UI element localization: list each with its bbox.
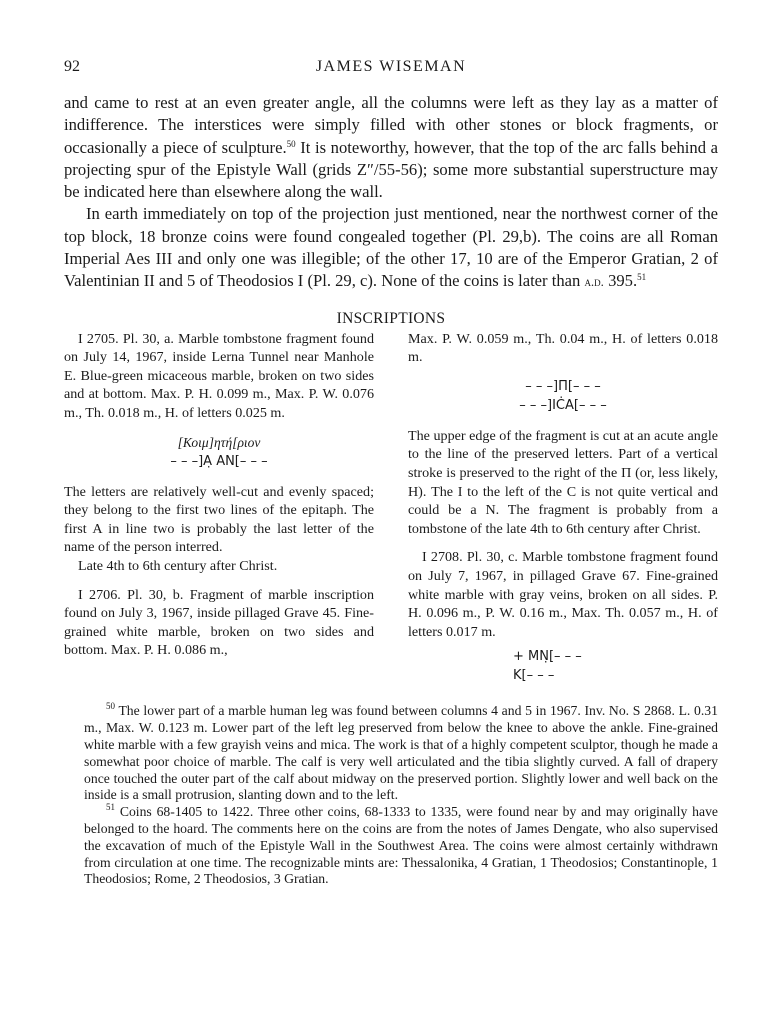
footnote-51-text: Coins 68-1405 to 1422. Three other coins, 68-1333 to 1335, were found near by and may originally have belonged to the hoard. The comments here on the coins are from the notes of James Dengate, who also supervised the excavation of much of the Epistyle Wall in the Southwest Area. The coins were almost certainly withdrawn from circulation at one time. The recognizable mints are: Thessalonika, 4 Gratian, 1 Theodosios; Constantinople, 1 Theodosios; Rome, 2 Theodosios, 3 Gratian. [84,804,718,887]
paragraph-2-end: 395. [603,271,638,291]
page-header [64,52,718,78]
inscription-line: – – –]Π[– – – [525,378,601,394]
inscription-line: – – –]Α̣ ΑΝ[– – – [170,453,268,469]
paragraph-1-rest: It is noteworthy, however, that the top of the arc falls behind a projecting spur of the Epistyle Wall (grids Z″/55-56); some more substantial superstructure may be indicated here than elsewhere along the wall. [64,137,718,202]
right-column [408,330,718,686]
footnote-51 [84,804,718,888]
page-number: 92 [64,58,80,75]
entry-i2708: I 2708. Pl. 30, c. Marble tombstone fragment found on July 7, 1967, in pillaged Grave 67. Fine-grained white marble with gray veins, broken on all sides. P. H. 0.096 m., P. W. 0.16 m., Max. Th. 0.057 m., H. of letters 0.017 m. [408,549,718,640]
footnote-ref-50: 50 [286,138,296,149]
paragraph-1 [64,92,718,203]
running-head: JAMES WISEMAN [315,58,467,75]
inscription-i2705 [64,433,374,471]
paragraph-1-text: and came to rest at an even greater angle, all the columns were left as they lay as a matter of indifference. The interstices were simply filled with other stones or block fragments, or occasionally a piece of sculpture. [64,93,718,157]
entry-i2705: I 2705. Pl. 30, a. Marble tombstone fragment found on July 14, 1967, inside Lerna Tunnel near Manhole E. Blue-green micaceous marble, broken on two sides and at bottom. Max. P. H. 0.099 m., Max. P. W. 0.076 m., Th. 0.018 m., H. of letters 0.025 m. [64,330,374,422]
commentary-i2706: The upper edge of the fragment is cut at an acute angle to the line of the preserved letters. Part of a vertical stroke is preserved to the right of the Π (or, less likely, H). The I to the left of the C is not quite vertical and could be a N. The fragment is probably from a tombstone of the late 4th to 6th century after Christ. [408,427,718,537]
inscription-line: Κ[– – – [513,668,555,684]
footnote-ref-51: 51 [637,272,647,283]
commentary-i2705: The letters are relatively well-cut and evenly spaced; they belong to the first two lines of the epitaph. The first A in line two is probably the last letter of the name of the person interred. [64,483,374,556]
main-text [64,92,718,294]
inscription-i2708 [408,647,718,685]
entry-i2706: I 2706. Pl. 30, b. Fragment of marble inscription found on July 3, 1967, inside pillaged Grave 45. Fine-grained white marble, broken on two sides and bottom. Max. P. H. 0.086 m., [64,586,374,659]
inscription-line: – – –]ΙĊΑ[– – – [519,397,607,413]
footnote-mark-50: 50 [106,701,115,712]
inscription-line: [Κοιμ]ητή[ριον [177,434,261,450]
footnotes [64,703,718,888]
two-column-catalog [64,330,718,686]
left-column [64,330,374,686]
inscription-i2706 [408,377,718,415]
anno-domini: a.d. [584,274,604,290]
entry-i2706-continued: Max. P. W. 0.059 m., Th. 0.04 m., H. of letters 0.018 m. [408,330,718,366]
inscription-line: + ΜΝ̣[– – – [513,649,582,665]
footnote-50-text: The lower part of a marble human leg was found between columns 4 and 5 in 1967. Inv. No. S 2868. L. 0.31 m., Max. W. 0.123 m. Lower part of the left leg preserved from below the knee to above the ankle. Fine-grained white marble with a few grayish veins and mica. The work is that of a highly competent sculptor, though he made a somewhat poor choice of marble. The calf is very well articulated and the tibia slightly curved. A fall of drapery once touched the outer part of the calf about midway on the preserved portion. Slightly lower and well back on the inside is a small protrusion, slanting down and to the left. [84,703,718,803]
paragraph-2-text: In earth immediately on top of the projection just mentioned, near the northwest corner of the top block, 18 bronze coins were found congealed together (Pl. 29,b). The coins are all Roman Imperial Aes III and only one was illegible; of the other 17, 10 are of the Emperor Gratian, 2 of Valentinian II and 5 of Theodosios I (Pl. 29, c). None of the coins is later than [64,204,718,291]
paragraph-2 [64,203,718,293]
date-i2705: Late 4th to 6th century after Christ. [78,558,278,575]
footnote-mark-51: 51 [106,802,115,813]
footnote-50 [84,703,718,804]
section-heading: INSCRIPTIONS [336,309,446,327]
page [64,52,718,888]
